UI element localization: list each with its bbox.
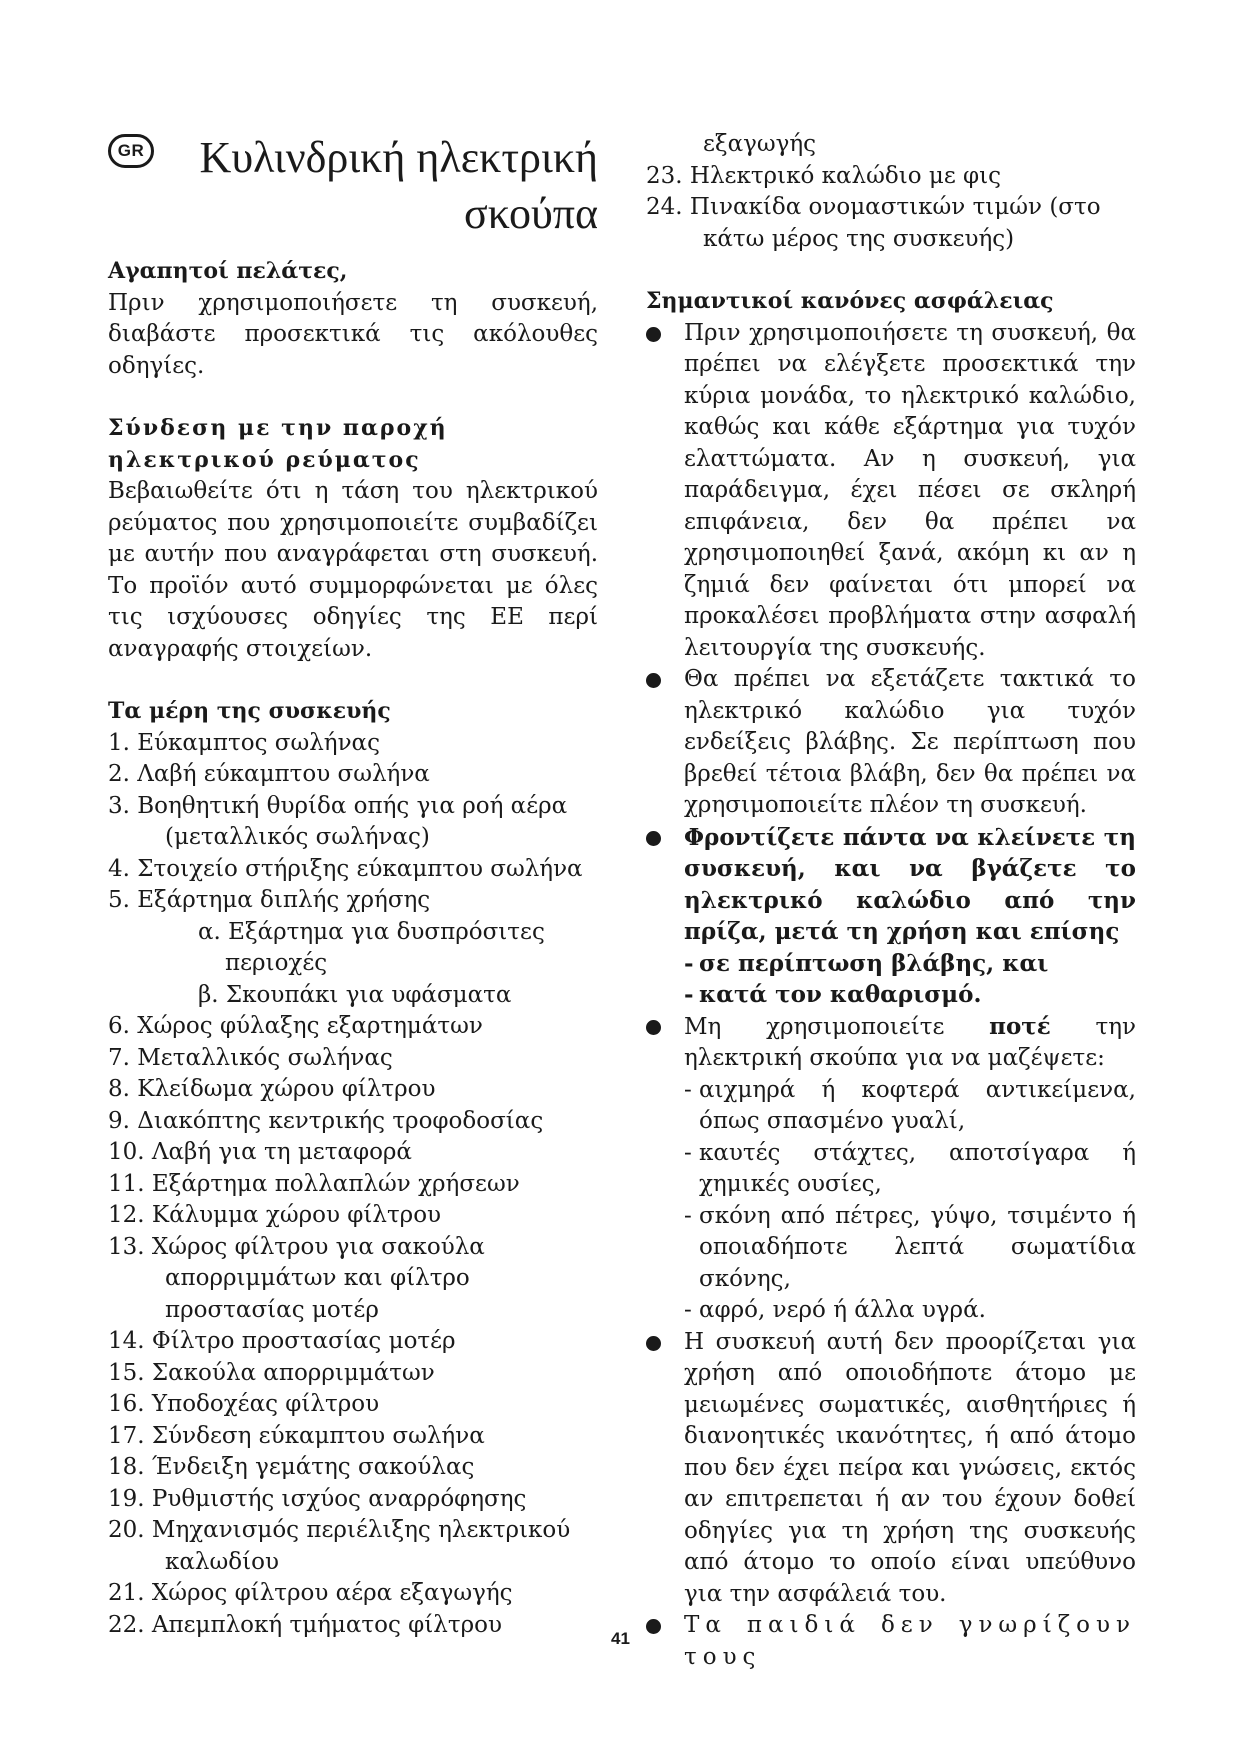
list-item: 5. Εξάρτημα διπλής χρήσης — [108, 887, 431, 913]
safety-dash-text: κατά τον καθαρισμό. — [699, 981, 982, 1008]
list-item: 21. Χώρος φίλτρου αέρα εξαγωγής — [108, 1580, 513, 1606]
safety-bullet — [646, 822, 1136, 948]
right-column — [646, 129, 1136, 1673]
list-item: 11. Εξάρτημα πολλαπλών χρήσεων — [108, 1170, 520, 1197]
power-text: Βεβαιωθείτε ότι η τάση του ηλεκτρικού ρεύματος που χρησιμοποιείτε συμβαδίζει με αυτήν που αναγράφεται στη συσκευή. Το προϊόν αυτό συμμορφώνεται με όλες τις ισχύουσες οδηγίες της ΕΕ περί αναγραφής στοιχείων. — [108, 478, 598, 662]
safety-bullet-text: Φροντίζετε πάντα να κλείνετε τη συσκευή, και να βγάζετε το ηλεκτρικό καλώδιο από την πρίζα, μετά τη χρήση και επίσης — [684, 823, 1136, 945]
intro-text: Πριν χρησιμοποιήσετε τη συσκευή, διαβάστε προσεκτικά τις ακόλουθες οδηγίες. — [108, 289, 598, 379]
list-item: 16. Υποδοχέας φίλτρου — [108, 1391, 380, 1417]
list-item: 23. Ηλεκτρικό καλώδιο με φις — [646, 162, 1002, 189]
safety-bullet-text: Πριν χρησιμοποιήσετε τη συσκευή, θα πρέπει να ελέγξετε προσεκτικά την κύρια μονάδα, το ηλεκτρικό καλώδιο, καθώς και κάθε εξάρτημα για τυχόν ελαττώματα. Αν η συσκευή, για παράδειγμα, έχει πέσει σε σκληρή επιφάνεια, δεν θα πρέπει να χρησιμοποιηθεί ξανά, ακόμη κι αν η ζημιά δεν φαίνεται ότι μπορεί να προκαλέσει προβλήματα στην ασφαλή λειτουργία της συσκευής. — [684, 319, 1136, 661]
list-item: 14. Φίλτρο προστασίας μοτέρ — [108, 1328, 456, 1354]
dash-marker: - — [684, 1202, 692, 1229]
list-item: 7. Μεταλλικός σωλήνας — [108, 1044, 393, 1071]
safety-dash-item — [646, 1138, 1136, 1201]
list-item: 18. Ένδειξη γεμάτης σακούλας — [108, 1454, 475, 1480]
list-item: 2. Λαβή εύκαμπτου σωλήνα — [108, 761, 430, 787]
safety-bullet-text: Θα πρέπει να εξετάζετε τακτικά το ηλεκτρικό καλώδιο για τυχόν ενδείξεις βλάβης. Σε περίπτωση που βρεθεί τέτοια βλάβη, δεν θα πρέπει να χρησιμοποιείτε πλέον τη συσκευή. — [684, 666, 1136, 818]
list-item-continuation: εξαγωγής — [703, 131, 817, 157]
list-item: 10. Λαβή για τη μεταφορά — [108, 1139, 412, 1165]
greeting: Αγαπητοί πελάτες, — [108, 258, 348, 284]
page-title-line2: σκούπα — [464, 189, 598, 238]
page-header — [108, 130, 598, 240]
bullet-dot-icon — [646, 327, 661, 342]
safety-dash-item — [646, 1295, 1136, 1327]
safety-bullet — [646, 664, 1136, 822]
safety-dash-text: αφρό, νερό ή άλλα υγρά. — [699, 1297, 986, 1323]
safety-bullet-text: Τα παιδιά δεν γνωρίζουν τους — [684, 1612, 1136, 1670]
list-subitem: α. Εξάρτημα για δυσπρόσιτες περιοχές — [198, 918, 545, 976]
list-item: 6. Χώρος φύλαξης εξαρτημάτων — [108, 1013, 483, 1039]
safety-bullet — [646, 318, 1136, 665]
page-number: 41 — [611, 1629, 630, 1648]
safety-bullet-text: Μη χρησιμοποιείτε — [684, 1013, 990, 1040]
bullet-dot-icon — [646, 831, 661, 846]
dash-marker: - — [684, 1139, 692, 1166]
safety-heading: Σημαντικοί κανόνες ασφάλειας — [646, 288, 1054, 314]
list-item: 24. Πινακίδα ονομαστικών τιμών (στο κάτω μέρος της συσκευής) — [646, 194, 1101, 252]
language-badge: GR — [108, 134, 154, 168]
list-item: 15. Σακούλα απορριμμάτων — [108, 1359, 435, 1386]
list-item: 12. Κάλυμμα χώρου φίλτρου — [108, 1202, 442, 1228]
bullet-dot-icon — [646, 1020, 661, 1035]
safety-dash-item — [646, 1201, 1136, 1296]
dash-marker: - — [684, 949, 694, 977]
safety-dash-item — [646, 1075, 1136, 1138]
dash-marker: - — [684, 1297, 692, 1323]
parts-heading: Τα μέρη της συσκευής — [108, 698, 391, 724]
list-item: 19. Ρυθμιστής ισχύος αναρρόφησης — [108, 1485, 527, 1512]
list-item: 13. Χώρος φίλτρου για σακούλα απορριμμάτων και φίλτρο προστασίας μοτέρ — [108, 1233, 485, 1323]
safety-dash-item — [646, 948, 1136, 980]
dash-marker: - — [684, 981, 694, 1008]
safety-dash-text: σε περίπτωση βλάβης, και — [699, 949, 1049, 977]
list-item: 20. Μηχανισμός περιέλιξης ηλεκτρικού καλωδίου — [108, 1517, 571, 1575]
safety-bullet-text: την ηλεκτρική σκούπα για να μαζέψετε: — [684, 1013, 1136, 1071]
safety-bullet-text: Η συσκευή αυτή δεν προορίζεται για χρήση από οποιοδήποτε άτομο με μειωμένες σωματικές, αισθητήριες ή διανοητικές ικανότητες, ή από άτομο που δεν έχει πείρα και γνώσεις, εκτός αν επιτρεπεται ή αν του έχουν δοθεί οδηγίες για τη χρήση της συσκευής από άτομο το οποίο είναι υπεύθυνο για την ασφάλειά του. — [684, 1328, 1136, 1607]
list-item: 1. Εύκαμπτος σωλήνας — [108, 729, 380, 756]
parts-list — [108, 728, 598, 1642]
list-item: 8. Κλείδωμα χώρου φίλτρου — [108, 1076, 436, 1102]
power-heading: Σύνδεση με την παροχή ηλεκτρικού ρεύματος — [108, 415, 448, 473]
list-item: 9. Διακόπτης κεντρικής τροφοδοσίας — [108, 1107, 544, 1134]
list-subitem: β. Σκουπάκι για υφάσματα — [198, 981, 512, 1008]
safety-dash-text: αιχμηρά ή κοφτερά αντικείμενα, όπως σπασμένο γυαλί, — [699, 1076, 1136, 1134]
page-title — [200, 130, 598, 242]
safety-bullet — [646, 1011, 1136, 1075]
safety-bullet — [646, 1327, 1136, 1611]
safety-dash-item — [646, 979, 1136, 1011]
bullet-dot-icon — [646, 673, 661, 688]
page-title-line1: Κυλινδρική ηλεκτρική — [199, 133, 598, 182]
safety-bullet-emphasis: ποτέ — [989, 1012, 1051, 1040]
bullet-dot-icon — [646, 1336, 661, 1351]
list-item: 17. Σύνδεση εύκαμπτου σωλήνα — [108, 1422, 485, 1449]
left-column — [108, 256, 598, 1641]
list-item: 4. Στοιχείο στήριξης εύκαμπτου σωλήνα — [108, 855, 583, 882]
safety-dash-text: καυτές στάχτες, αποτσίγαρα ή χημικές ουσίες, — [699, 1139, 1136, 1197]
list-item: 22. Απεμπλοκή τμήματος φίλτρου — [108, 1611, 502, 1638]
dash-marker: - — [684, 1076, 692, 1103]
safety-dash-text: σκόνη από πέτρες, γύψο, τσιμέντο ή οποιαδήποτε λεπτά σωματίδια σκόνης, — [699, 1202, 1136, 1292]
list-item: 3. Βοηθητική θυρίδα οπής για ροή αέρα (μεταλλικός σωλήνας) — [108, 792, 568, 850]
